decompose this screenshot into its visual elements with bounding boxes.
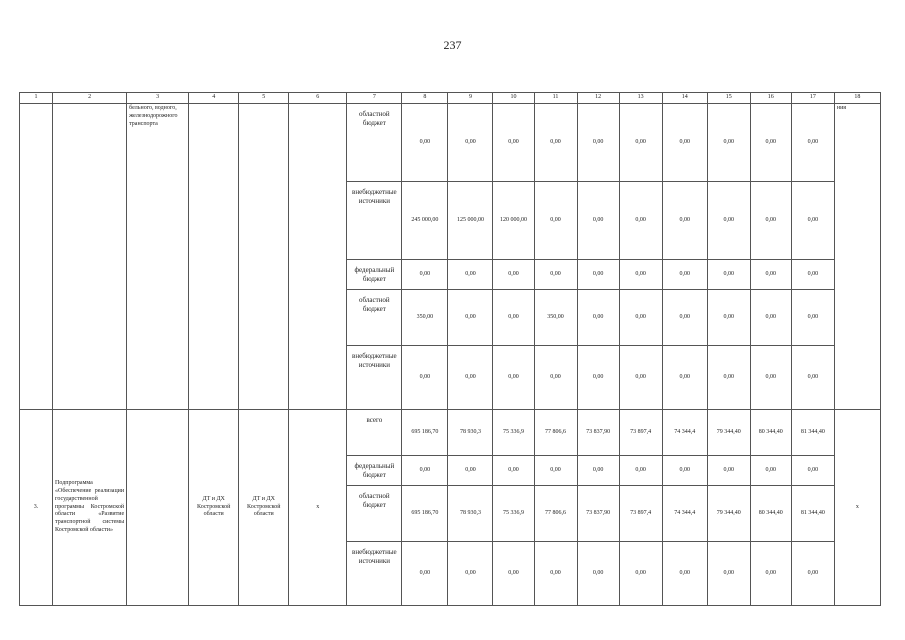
value-cell: 0,00 [402,260,448,290]
value-cell: 0,00 [662,346,707,410]
value-cell: 695 186,70 [402,410,448,456]
value-cell: 0,00 [791,182,834,260]
value-cell: 0,00 [402,456,448,486]
value-cell: 0,00 [448,542,493,606]
value-cell: 0,00 [707,182,750,260]
subprogram-coexecutor: ДТ и ДХ Костромской области [239,410,289,606]
cell-measure-text: бельного, водного, железнодорожного транспорта [127,104,189,410]
value-cell: 0,00 [707,346,750,410]
value-cell: 73 897,4 [619,410,662,456]
value-cell: 350,00 [534,290,577,346]
funding-source: областной бюджет [347,486,402,542]
value-cell: 0,00 [619,456,662,486]
value-cell: 0,00 [750,260,791,290]
column-number-11: 11 [534,93,577,104]
cell-col18-text: ния [834,104,880,410]
column-number-14: 14 [662,93,707,104]
value-cell: 0,00 [791,456,834,486]
value-cell: 0,00 [662,260,707,290]
value-cell: 0,00 [577,542,619,606]
value-cell: 0,00 [493,542,534,606]
column-number-2: 2 [53,93,127,104]
value-cell: 73 837,90 [577,410,619,456]
funding-source: внебюджетные источники [347,542,402,606]
value-cell: 0,00 [534,104,577,182]
value-cell: 0,00 [577,346,619,410]
funding-source: внебюджетные источники [347,346,402,410]
value-cell: 0,00 [791,346,834,410]
value-cell: 0,00 [750,182,791,260]
value-cell: 74 344,4 [662,486,707,542]
column-number-13: 13 [619,93,662,104]
column-number-10: 10 [493,93,534,104]
column-number-8: 8 [402,93,448,104]
funding-source: областной бюджет [347,290,402,346]
value-cell: 125 000,00 [448,182,493,260]
value-cell: 80 344,40 [750,486,791,542]
value-cell: 73 897,4 [619,486,662,542]
funding-source: областной бюджет [347,104,402,182]
value-cell: 0,00 [448,290,493,346]
page-number: 237 [443,38,462,52]
value-cell: 0,00 [662,182,707,260]
value-cell: 0,00 [791,542,834,606]
value-cell: 0,00 [448,456,493,486]
column-number-12: 12 [577,93,619,104]
value-cell: 0,00 [577,260,619,290]
value-cell: 0,00 [791,104,834,182]
budget-table [19,92,881,606]
value-cell: 0,00 [707,290,750,346]
funding-source: всего [347,410,402,456]
value-cell: 350,00 [402,290,448,346]
value-cell: 0,00 [534,456,577,486]
value-cell: 0,00 [577,182,619,260]
column-number-7: 7 [347,93,402,104]
value-cell: 0,00 [662,104,707,182]
value-cell: 0,00 [577,290,619,346]
column-number-3: 3 [127,93,189,104]
value-cell: 0,00 [402,542,448,606]
subprogram-name: Подпрограмма «Обеспечение реализации государственной программы Костромской области «Развитие транспортной системы Костромской области» [53,410,127,606]
value-cell: 0,00 [448,260,493,290]
value-cell: 120 000,00 [493,182,534,260]
value-cell: 81 344,40 [791,486,834,542]
value-cell: 75 336,9 [493,410,534,456]
column-number-9: 9 [448,93,493,104]
table-row [20,104,881,182]
value-cell: 0,00 [791,260,834,290]
funding-source: федеральный бюджет [347,260,402,290]
value-cell: 0,00 [534,346,577,410]
funding-source: федеральный бюджет [347,456,402,486]
value-cell: 0,00 [493,346,534,410]
value-cell: 0,00 [448,104,493,182]
value-cell: 0,00 [707,104,750,182]
value-cell: 0,00 [493,104,534,182]
value-cell: 0,00 [534,182,577,260]
column-number-4: 4 [189,93,239,104]
value-cell: 81 344,40 [791,410,834,456]
value-cell: 0,00 [750,456,791,486]
value-cell: 0,00 [534,542,577,606]
value-cell: 79 344,40 [707,410,750,456]
cell-number [20,104,53,410]
value-cell: 0,00 [493,260,534,290]
value-cell: 0,00 [402,346,448,410]
value-cell: 0,00 [707,260,750,290]
value-cell: 75 336,9 [493,486,534,542]
value-cell: 0,00 [750,542,791,606]
value-cell: 0,00 [750,290,791,346]
cell-coexecutor [239,104,289,410]
subprogram-col18: х [834,410,880,606]
value-cell: 0,00 [619,260,662,290]
value-cell: 78 930,3 [448,486,493,542]
value-cell: 0,00 [619,346,662,410]
column-number-5: 5 [239,93,289,104]
value-cell: 0,00 [662,290,707,346]
value-cell: 695 186,70 [402,486,448,542]
value-cell: 245 000,00 [402,182,448,260]
value-cell: 0,00 [750,346,791,410]
value-cell: 0,00 [577,456,619,486]
cell-name [53,104,127,410]
subprogram-col6: х [289,410,347,606]
cell-executor [189,104,239,410]
column-number-18: 18 [834,93,880,104]
column-number-17: 17 [791,93,834,104]
cell-col6 [289,104,347,410]
value-cell: 77 806,6 [534,486,577,542]
value-cell: 0,00 [662,542,707,606]
table-row [20,410,881,456]
value-cell: 78 930,3 [448,410,493,456]
subprogram-measure [127,410,189,606]
value-cell: 0,00 [493,456,534,486]
column-number-row [20,93,881,104]
value-cell: 77 806,6 [534,410,577,456]
column-number-16: 16 [750,93,791,104]
value-cell: 73 837,90 [577,486,619,542]
value-cell: 74 344,4 [662,410,707,456]
subprogram-number: 3. [20,410,53,606]
value-cell: 0,00 [750,104,791,182]
value-cell: 0,00 [662,456,707,486]
value-cell: 79 344,40 [707,486,750,542]
value-cell: 0,00 [493,290,534,346]
funding-source: внебюджетные источники [347,182,402,260]
value-cell: 0,00 [619,542,662,606]
value-cell: 0,00 [448,346,493,410]
value-cell: 0,00 [577,104,619,182]
value-cell: 0,00 [619,182,662,260]
value-cell: 0,00 [619,104,662,182]
column-number-15: 15 [707,93,750,104]
subprogram-executor: ДТ и ДХ Костромской области [189,410,239,606]
column-number-1: 1 [20,93,53,104]
value-cell: 0,00 [707,456,750,486]
value-cell: 0,00 [619,290,662,346]
value-cell: 0,00 [791,290,834,346]
value-cell: 0,00 [707,542,750,606]
column-number-6: 6 [289,93,347,104]
value-cell: 0,00 [402,104,448,182]
value-cell: 0,00 [534,260,577,290]
value-cell: 80 344,40 [750,410,791,456]
